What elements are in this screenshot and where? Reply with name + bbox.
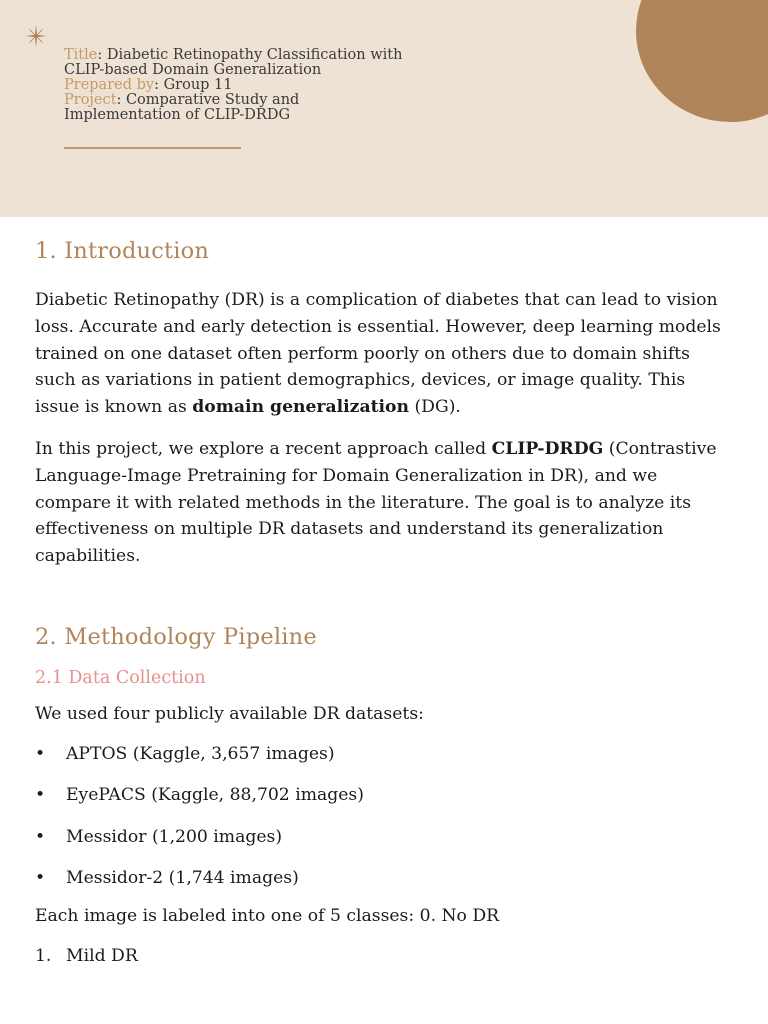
introduction-heading: 1. Introduction (35, 238, 210, 264)
prepared-line (64, 78, 444, 93)
document-body (35, 238, 735, 968)
dataset-label: Messidor-2 (1,744 images) (66, 868, 299, 889)
title-key: Title (64, 47, 98, 63)
intro-p1-tail: (DG). (409, 397, 461, 418)
header-divider (64, 147, 241, 149)
dataset-label: EyePACS (Kaggle, 88,702 images) (66, 785, 364, 806)
bullet-dot: • (35, 868, 46, 889)
introduction-paragraph-2 (35, 436, 735, 570)
class-numbered-list (35, 944, 735, 968)
dataset-list (35, 742, 735, 891)
sparkle-star-icon (24, 24, 48, 48)
dataset-label: Messidor (1,200 images) (66, 826, 283, 847)
list-item-text: Mild DR (66, 946, 138, 967)
dataset-list-item (35, 825, 735, 849)
dataset-list-item (35, 783, 735, 807)
dataset-label: APTOS (Kaggle, 3,657 images) (66, 743, 335, 764)
classes-sentence: Each image is labeled into one of 5 classes: 0. No DR (35, 906, 500, 927)
title-line-2: CLIP-based Domain Generalization (64, 62, 322, 78)
title-line (64, 48, 444, 63)
datasets-intro: We used four publicly available DR datasets: (35, 703, 424, 724)
prepared-value: : Group 11 (154, 77, 233, 93)
intro-p1-text: Diabetic Retinopathy (DR) is a complication of diabetes that can lead to vision loss. Accurate and early detection is essential. However, deep learning models trained on one dataset often perform poorly on others due to domain shifts such as variations in patient demographics, devices, or image quality. This issue is known as (35, 290, 721, 418)
numbered-list-item (35, 944, 735, 968)
project-value: : Comparative Study and (116, 92, 300, 108)
methodology-heading: 2. Methodology Pipeline (35, 623, 317, 650)
list-number: 1. (35, 946, 52, 967)
project-line (64, 93, 444, 108)
decorative-blob (636, 0, 768, 122)
intro-p1-bold: domain generalization (192, 397, 410, 418)
intro-p2-tail: (Contrastive Language-Image Pretraining for Domain Generalization in DR), and we compare it with related methods in the literature. The goal is to analyze its effectiveness on multiple DR datasets and understand its generalization capabilities. (35, 438, 717, 567)
project-line-2: Implementation of CLIP-DRDG (64, 107, 291, 123)
introduction-paragraph-1 (35, 287, 735, 421)
bullet-dot: • (35, 743, 46, 764)
bullet-dot: • (35, 785, 46, 806)
document-metadata (64, 48, 444, 123)
intro-p2-bold: CLIP-DRDG (491, 438, 604, 459)
intro-p2-text: In this project, we explore a recent approach called (35, 438, 492, 459)
title-value: : Diabetic Retinopathy Classification with (97, 47, 403, 63)
prepared-key: Prepared by (64, 77, 155, 93)
dataset-list-item (35, 742, 735, 766)
dataset-list-item (35, 866, 735, 890)
document-header (0, 0, 768, 217)
data-collection-subheading: 2.1 Data Collection (35, 667, 206, 688)
bullet-dot: • (35, 826, 46, 847)
project-key: Project (64, 92, 117, 108)
